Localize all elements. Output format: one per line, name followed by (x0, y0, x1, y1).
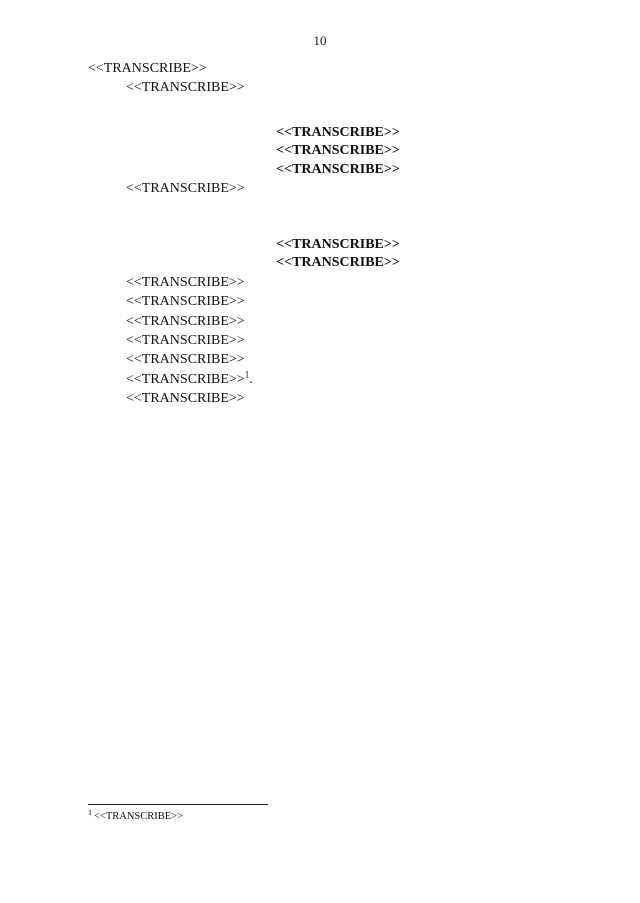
section-8-heading-line: <<TRANSCRIBE>> (276, 161, 400, 177)
paragraph-22: <<TRANSCRIBE>> (126, 181, 245, 197)
footnote-marker: 1 (88, 807, 92, 817)
list-item-c: <<TRANSCRIBE>> (126, 332, 245, 348)
paragraph-continuation: <<TRANSCRIBE>> (88, 61, 207, 76)
footnote-text: <<TRANSCRIBE>> (94, 811, 184, 822)
section-9-heading-line: <<TRANSCRIBE>> (276, 255, 400, 271)
list-item-d: <<TRANSCRIBE>> (126, 352, 245, 368)
list-item-e-text: <<TRANSCRIBE>> (126, 371, 245, 387)
footnote-reference[interactable]: 1 (244, 369, 250, 380)
section-9-heading (88, 236, 588, 273)
paragraph-refusal-notice: <<TRANSCRIBE>> (126, 391, 245, 407)
section-8-heading (88, 124, 588, 180)
paragraph-23-intro: <<TRANSCRIBE>> (126, 274, 245, 290)
document-body (88, 59, 588, 409)
list-item-b: <<TRANSCRIBE>> (126, 313, 245, 329)
page-number: 10 (313, 33, 327, 48)
paragraph-item-b: <<TRANSCRIBE>> (126, 80, 245, 96)
footnote (88, 807, 588, 825)
list-item-a: <<TRANSCRIBE>> (126, 294, 245, 310)
section-9-heading-line: <<TRANSCRIBE>> (276, 236, 400, 252)
section-8-heading-line: <<TRANSCRIBE>> (276, 124, 400, 140)
section-8-heading-line: <<TRANSCRIBE>> (276, 143, 400, 159)
list-item-e: <<TRANSCRIBE>>$^1$. (126, 369, 253, 387)
footnote-separator (88, 804, 268, 805)
